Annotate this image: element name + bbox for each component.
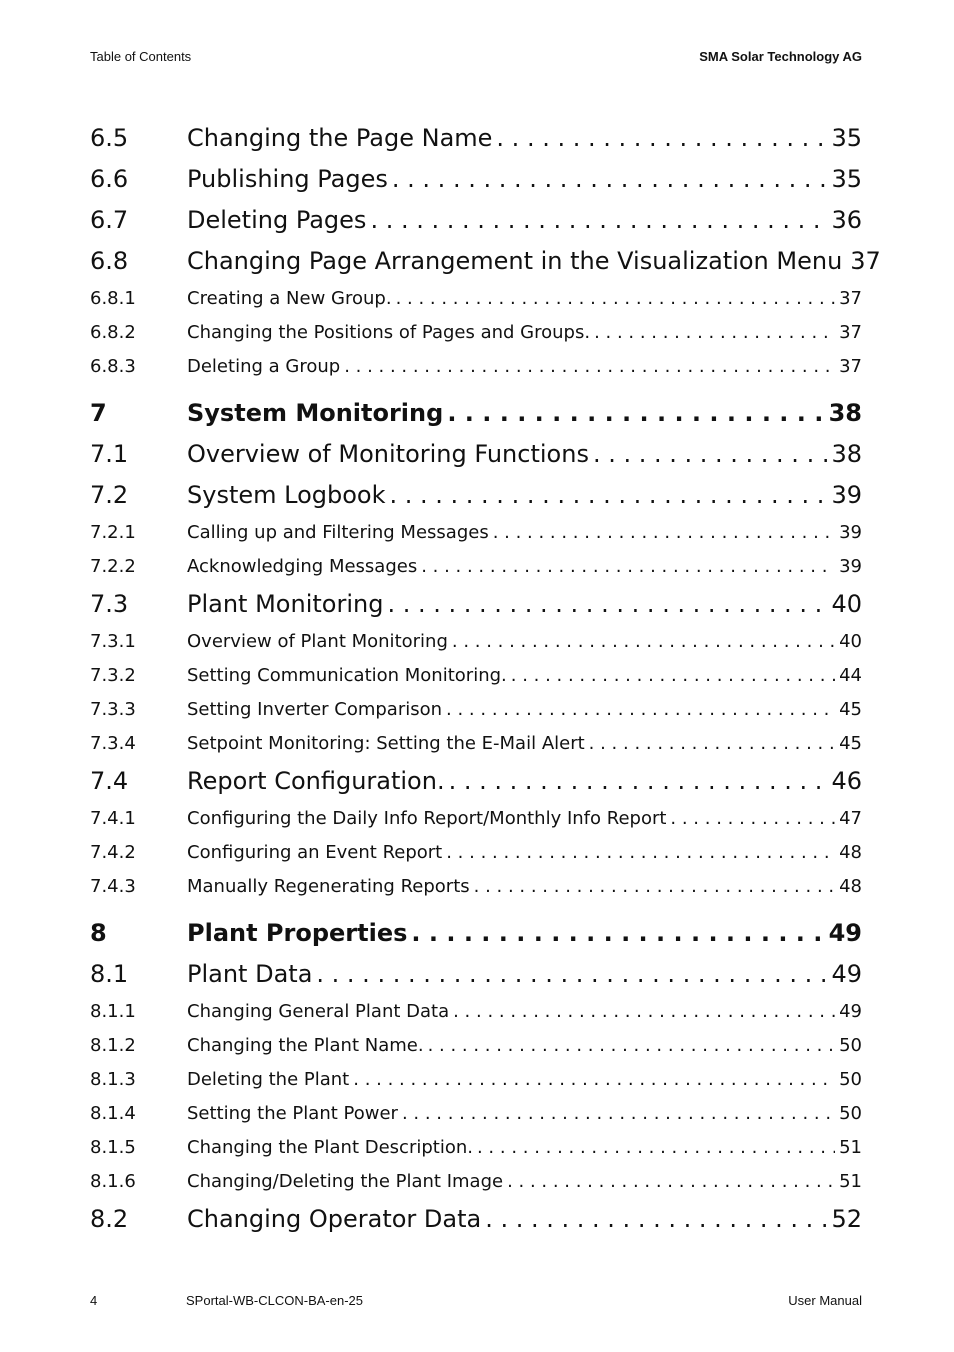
toc-title: Changing the Page Name: [187, 124, 493, 152]
toc-number: 6.8: [90, 247, 129, 275]
toc-page: 37: [839, 322, 862, 343]
toc-page: 36: [831, 206, 862, 234]
toc-entry[interactable]: [90, 1137, 862, 1158]
toc-number: 7.4: [90, 767, 129, 795]
toc-number: 6.8.3: [90, 356, 136, 377]
toc-chapter[interactable]: [90, 919, 862, 947]
toc-entry[interactable]: [90, 842, 862, 863]
toc-title: Setting Inverter Comparison: [187, 699, 443, 720]
toc-number: 8.1.6: [90, 1171, 136, 1192]
toc-number: 8.1.2: [90, 1035, 136, 1056]
toc-number: 6.8.2: [90, 322, 136, 343]
toc-entry[interactable]: [90, 960, 862, 988]
toc-title: Changing the Plant Name.: [187, 1035, 424, 1056]
toc-number: 8.1: [90, 960, 129, 988]
toc-page: 35: [831, 124, 862, 152]
toc-page: 49: [839, 1001, 862, 1022]
toc-number: 8.1.3: [90, 1069, 136, 1090]
toc-page: 46: [831, 767, 862, 795]
toc-entry[interactable]: [90, 1069, 862, 1090]
toc-title: Calling up and Filtering Messages: [187, 522, 489, 543]
toc-entry[interactable]: [90, 522, 862, 543]
toc-title: Overview of Plant Monitoring: [187, 631, 448, 652]
toc-entry[interactable]: [90, 440, 862, 468]
toc-title: Changing Page Arrangement in the Visualization Menu: [187, 247, 843, 275]
toc-number: 7.3.3: [90, 699, 136, 720]
toc-title: Acknowledging Messages: [187, 556, 418, 577]
toc-page: 49: [831, 960, 862, 988]
toc-title: Manually Regenerating Reports: [187, 876, 470, 897]
toc-entry[interactable]: [90, 876, 862, 897]
toc-page: 47: [839, 808, 862, 829]
toc-title: Creating a New Group.: [187, 288, 392, 309]
toc-entry[interactable]: [90, 1103, 862, 1124]
page-header: [90, 49, 862, 64]
toc-page: 39: [839, 522, 862, 543]
toc-chapter[interactable]: [90, 399, 862, 427]
toc-page: 38: [831, 440, 862, 468]
toc-entry[interactable]: [90, 206, 862, 234]
header-company-name: SMA Solar Technology AG: [699, 49, 862, 64]
toc-page: 38: [828, 399, 862, 427]
toc-title: Changing the Plant Description.: [187, 1137, 473, 1158]
toc-page: 37: [839, 356, 862, 377]
toc-title: Plant Data: [187, 960, 313, 988]
toc-number: 7.3.2: [90, 665, 136, 686]
footer-document-type: User Manual: [788, 1293, 862, 1308]
toc-number: 6.5: [90, 124, 129, 152]
toc-page: 37: [850, 247, 881, 275]
toc-title: Setting the Plant Power: [187, 1103, 398, 1124]
toc-number: 8.1.4: [90, 1103, 136, 1124]
toc-entry[interactable]: [90, 665, 862, 686]
toc-title: Deleting the Plant: [187, 1069, 350, 1090]
toc-page: 44: [839, 665, 862, 686]
toc-page: 50: [839, 1069, 862, 1090]
toc-title: Changing/Deleting the Plant Image: [187, 1171, 504, 1192]
toc-entry[interactable]: [90, 1001, 862, 1022]
toc-page: 45: [839, 733, 862, 754]
toc-entry[interactable]: [90, 733, 862, 754]
toc-number: 8.2: [90, 1205, 129, 1233]
toc-title: Deleting a Group: [187, 356, 341, 377]
toc-title: Setting Communication Monitoring.: [187, 665, 507, 686]
toc-number: 8.1.1: [90, 1001, 136, 1022]
toc-title: Configuring the Daily Info Report/Monthly Info Report: [187, 808, 667, 829]
toc-entry[interactable]: [90, 165, 862, 193]
toc-entry[interactable]: [90, 808, 862, 829]
toc-page: 45: [839, 699, 862, 720]
toc-entry[interactable]: [90, 1205, 862, 1233]
toc-number: 7.2.2: [90, 556, 136, 577]
toc-title: System Logbook: [187, 481, 386, 509]
toc-page: 48: [839, 842, 862, 863]
toc-page: 51: [839, 1137, 862, 1158]
toc-title: Publishing Pages: [187, 165, 388, 193]
toc-number: 7.2.1: [90, 522, 136, 543]
header-section-title: Table of Contents: [90, 49, 192, 64]
toc-title: Report Configuration.: [187, 767, 445, 795]
toc-title: Plant Properties: [187, 919, 408, 947]
toc-page: 52: [831, 1205, 862, 1233]
toc-entry[interactable]: [90, 590, 862, 618]
page-footer: [90, 1293, 862, 1308]
toc-title: Changing the Positions of Pages and Groups.: [187, 322, 591, 343]
toc-entry[interactable]: [90, 356, 862, 377]
toc-title: System Monitoring: [187, 399, 444, 427]
toc-title: Plant Monitoring: [187, 590, 384, 618]
toc-page: 39: [839, 556, 862, 577]
toc-entry[interactable]: [90, 322, 862, 343]
toc-title: Deleting Pages: [187, 206, 367, 234]
toc-number: 6.7: [90, 206, 129, 234]
toc-page: 48: [839, 876, 862, 897]
toc-number: 7.4.3: [90, 876, 136, 897]
toc-page: 40: [839, 631, 862, 652]
toc-number: 7.1: [90, 440, 129, 468]
toc-page: 35: [831, 165, 862, 193]
toc-entry[interactable]: [90, 124, 862, 152]
toc-entry[interactable]: [90, 556, 862, 577]
toc-title: Changing Operator Data: [187, 1205, 482, 1233]
toc-number: 7: [90, 399, 107, 427]
toc-page: 50: [839, 1035, 862, 1056]
toc-entry[interactable]: [90, 631, 862, 652]
toc-entry[interactable]: [90, 1171, 862, 1192]
toc-page: 51: [839, 1171, 862, 1192]
toc-number: 7.3.1: [90, 631, 136, 652]
toc-entry[interactable]: [90, 481, 862, 509]
toc-page: 39: [831, 481, 862, 509]
toc-title: Setpoint Monitoring: Setting the E-Mail Alert: [187, 733, 585, 754]
toc-number: 7.4.1: [90, 808, 136, 829]
toc-number: 7.2: [90, 481, 129, 509]
toc-number: 6.6: [90, 165, 129, 193]
toc-title: Overview of Monitoring Functions: [187, 440, 589, 468]
toc-title: Changing General Plant Data: [187, 1001, 450, 1022]
toc-entry[interactable]: [90, 288, 862, 309]
toc-number: 7.3.4: [90, 733, 136, 754]
toc-number: 6.8.1: [90, 288, 136, 309]
toc-page: 49: [828, 919, 862, 947]
toc-page: 40: [831, 590, 862, 618]
toc-entry[interactable]: [90, 1035, 862, 1056]
toc-entry[interactable]: [90, 699, 862, 720]
toc-number: 8: [90, 919, 107, 947]
toc-number: 7.4.2: [90, 842, 136, 863]
toc-page: 50: [839, 1103, 862, 1124]
toc-title: Configuring an Event Report: [187, 842, 443, 863]
toc-entry[interactable]: [90, 247, 881, 275]
toc-entry[interactable]: [90, 767, 862, 795]
toc-page: 37: [839, 288, 862, 309]
footer-page-number: 4: [90, 1293, 98, 1308]
footer-document-id: SPortal-WB-CLCON-BA-en-25: [186, 1293, 363, 1308]
toc-number: 8.1.5: [90, 1137, 136, 1158]
toc-number: 7.3: [90, 590, 129, 618]
